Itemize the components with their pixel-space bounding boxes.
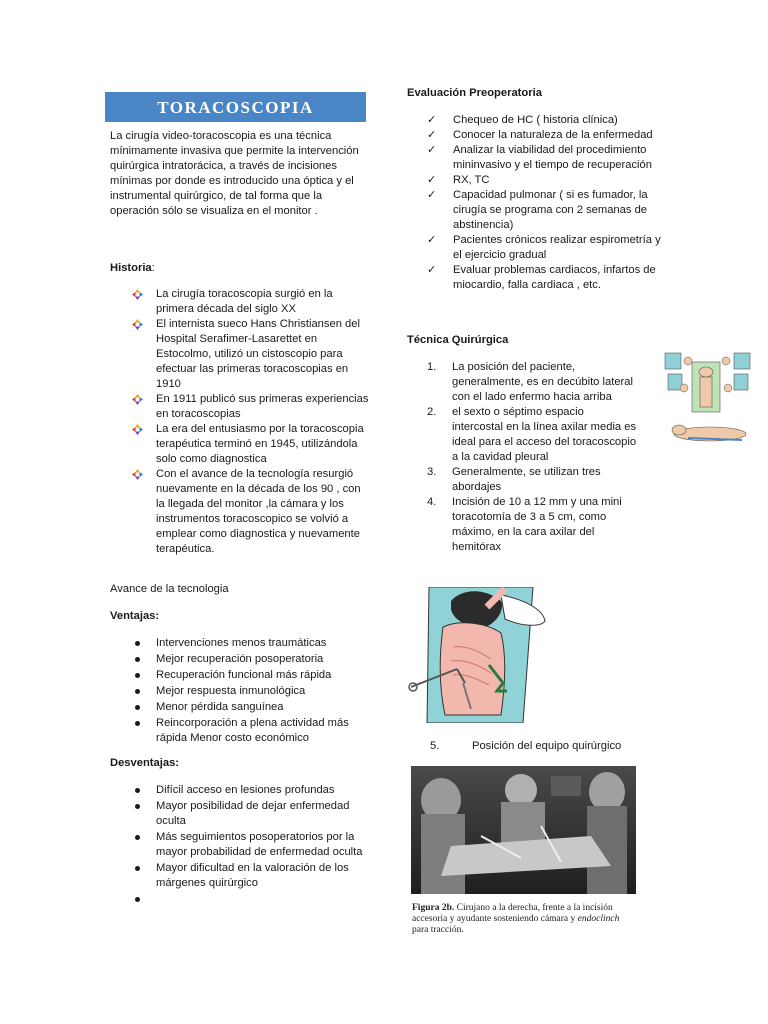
check-icon: ✓ — [427, 144, 437, 156]
bullet-dot-icon — [135, 897, 140, 902]
check-icon: ✓ — [427, 129, 437, 141]
desventajas-list — [110, 783, 372, 907]
desventajas-heading: Desventajas: — [110, 757, 180, 769]
surgery-illustration — [405, 587, 551, 723]
list-item: Difícil acceso en lesiones profundas — [110, 783, 372, 798]
figure-caption: Figura 2b. Cirujano a la derecha, frente a la incisión accesoria y ayudante sosteniendo cámara y endoclinch para tracción. — [412, 903, 620, 935]
patient-position-diagram — [664, 350, 752, 446]
list-item: Reincorporación a plena actividad más rápida Menor costo económico — [110, 716, 372, 746]
tecnica-list — [407, 360, 637, 555]
list-item: Mejor respuesta inmunológica — [110, 684, 372, 699]
list-item: Intervenciones menos traumáticas — [110, 636, 372, 651]
tecnica-heading: Técnica Quirúrgica — [407, 334, 509, 346]
list-item: 2. el sexto o séptimo espacio intercostal en la línea axilar media es ideal para el acceso del toracoscopio a la cavidad pleural — [427, 406, 637, 463]
bullet-dot-icon — [135, 641, 140, 646]
arrow-bullet-icon — [132, 469, 143, 480]
page-title: TORACOSCOPIA — [157, 97, 314, 117]
surgery-photo — [411, 766, 636, 894]
list-item: ✓ Pacientes crónicos realizar espirometría y el ejercicio gradual — [427, 234, 661, 261]
bullet-dot-icon — [135, 866, 140, 871]
bullet-dot-icon — [135, 657, 140, 662]
list-item: Más seguimientos posoperatorios por la mayor probabilidad de enfermedad oculta — [110, 830, 372, 860]
list-item: Mejor recuperación posoperatoria — [110, 652, 372, 667]
bullet-dot-icon — [135, 804, 140, 809]
check-icon: ✓ — [427, 174, 437, 186]
arrow-bullet-icon — [132, 424, 143, 435]
bullet-dot-icon — [135, 721, 140, 726]
bullet-dot-icon — [135, 705, 140, 710]
list-item: La era del entusiasmo por la toracoscopia terapéutica terminó en 1945, utilizándola solo como diagnostica — [110, 422, 372, 467]
list-item: ✓ Chequeo de HC ( historia clínica) — [427, 114, 618, 126]
check-icon: ✓ — [427, 264, 437, 276]
avance-line: Avance de la tecnologia — [110, 583, 229, 595]
check-icon: ✓ — [427, 114, 437, 126]
list-item: ✓ RX, TC — [427, 174, 490, 186]
arrow-bullet-icon — [132, 319, 143, 330]
list-item: 1. La posición del paciente, generalmente, es en decúbito lateral con el lado enfermo hacia arriba — [427, 361, 633, 403]
bullet-dot-icon — [135, 689, 140, 694]
list-item: Recuperación funcional más rápida — [110, 668, 372, 683]
list-item: 4. Incisión de 10 a 12 mm y una mini toracotomía de 3 a 5 cm, como máximo, en la cara axilar del hemitórax — [427, 496, 622, 553]
list-item: ✓ Analizar la viabilidad del procedimiento mininvasivo y el tiempo de recuperación — [427, 144, 652, 171]
title-banner — [105, 92, 366, 122]
list-item: Mayor dificultad en la valoración de los márgenes quirúrgico — [110, 861, 372, 891]
list-item: En 1911 publicó sus primeras experiencias en toracoscopias — [110, 392, 372, 422]
historia-list — [110, 287, 372, 557]
list-item: La cirugía toracoscopia surgió en la primera década del siglo XX — [110, 287, 372, 317]
list-item: ✓ Conocer la naturaleza de la enfermedad — [427, 129, 653, 141]
evaluacion-heading: Evaluación Preoperatoria — [407, 87, 542, 99]
bullet-dot-icon — [135, 788, 140, 793]
list-item: El internista sueco Hans Christiansen del Hospital Serafimer-Lasarettet en Estocolmo, utilizó un cistoscopio para efectuar las primeras toracoscopias en 1910 — [110, 317, 372, 392]
list-item — [110, 892, 372, 907]
list-item: ✓ Capacidad pulmonar ( si es fumador, la cirugía se programa con 2 semanas de abstinencia) — [427, 189, 648, 231]
list-item: Con el avance de la tecnología resurgió nuevamente en la década de los 90 , con la llegada del monitor ,la cámara y los instrumentos toracoscopico se volvió a emplear como diagnostica y nuevamente terapéutica. — [110, 467, 372, 557]
list-item: ✓ Evaluar problemas cardiacos, infartos de miocardio, falla cardiaca , etc. — [427, 264, 656, 291]
arrow-bullet-icon — [132, 289, 143, 300]
list-item: Menor pérdida sanguínea — [110, 700, 372, 715]
historia-heading: Historia: — [110, 262, 155, 274]
ventajas-heading: Ventajas: — [110, 610, 160, 622]
ventajas-list — [110, 636, 372, 746]
bullet-dot-icon — [135, 835, 140, 840]
intro-paragraph: La cirugía video-toracoscopia es una técnica mínimamente invasiva que permite la intervención quirúrgica intratorácica, a través de incisiones mínimas por donde es introducido una óptica y el instrumental quirúrgico, de tal forma que la operación sólo se visualiza en el monitor . — [110, 130, 359, 217]
evaluacion-list — [407, 113, 667, 293]
check-icon: ✓ — [427, 189, 437, 201]
bullet-dot-icon — [135, 673, 140, 678]
list-item: Mayor posibilidad de dejar enfermedad oculta — [110, 799, 372, 829]
arrow-bullet-icon — [132, 394, 143, 405]
list-item: 3. Generalmente, se utilizan tres abordajes — [427, 466, 601, 493]
check-icon: ✓ — [427, 234, 437, 246]
